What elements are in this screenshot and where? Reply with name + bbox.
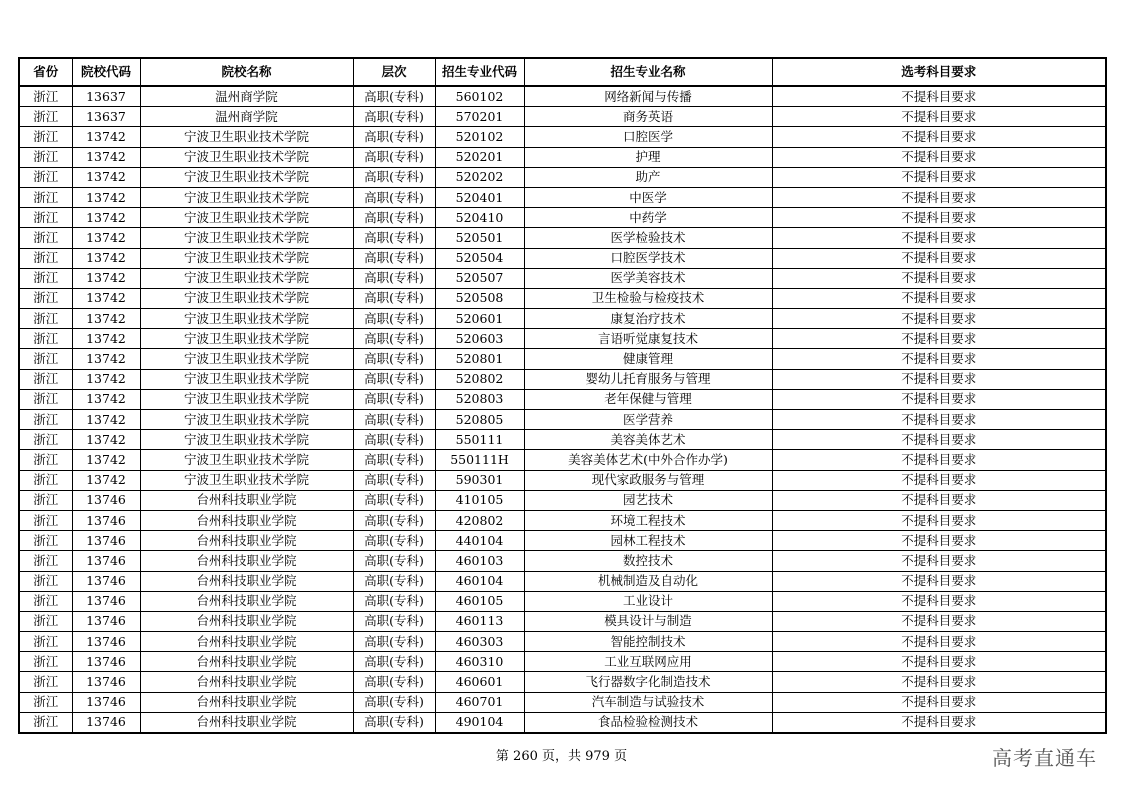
cell-province: 浙江 — [19, 389, 72, 409]
cell-major-code: 550111H — [435, 450, 524, 470]
cell-level: 高职(专科) — [353, 712, 435, 733]
cell-major-code: 520601 — [435, 309, 524, 329]
cell-subject-requirement: 不提科目要求 — [772, 167, 1106, 187]
cell-province: 浙江 — [19, 551, 72, 571]
table-row — [19, 410, 1106, 430]
cell-subject-requirement: 不提科目要求 — [772, 531, 1106, 551]
table-row — [19, 632, 1106, 652]
cell-subject-requirement: 不提科目要求 — [772, 228, 1106, 248]
cell-school-name: 宁波卫生职业技术学院 — [140, 410, 353, 430]
cell-province: 浙江 — [19, 349, 72, 369]
cell-major-code: 460310 — [435, 652, 524, 672]
cell-major-name: 中医学 — [524, 187, 772, 207]
cell-province: 浙江 — [19, 147, 72, 167]
cell-level: 高职(专科) — [353, 268, 435, 288]
table-row — [19, 490, 1106, 510]
cell-subject-requirement: 不提科目要求 — [772, 389, 1106, 409]
cell-level: 高职(专科) — [353, 450, 435, 470]
cell-major-name: 智能控制技术 — [524, 632, 772, 652]
cell-major-name: 护理 — [524, 147, 772, 167]
cell-school-code: 13742 — [72, 167, 140, 187]
cell-province: 浙江 — [19, 288, 72, 308]
cell-major-name: 医学美容技术 — [524, 268, 772, 288]
cell-major-name: 口腔医学技术 — [524, 248, 772, 268]
cell-level: 高职(专科) — [353, 127, 435, 147]
cell-major-name: 食品检验检测技术 — [524, 712, 772, 733]
cell-major-name: 健康管理 — [524, 349, 772, 369]
cell-school-name: 温州商学院 — [140, 107, 353, 127]
cell-subject-requirement: 不提科目要求 — [772, 450, 1106, 470]
cell-school-code: 13746 — [72, 490, 140, 510]
cell-school-code: 13742 — [72, 430, 140, 450]
cell-level: 高职(专科) — [353, 430, 435, 450]
table-row — [19, 470, 1106, 490]
cell-major-code: 560102 — [435, 86, 524, 107]
cell-province: 浙江 — [19, 268, 72, 288]
header-subject-requirement: 选考科目要求 — [772, 58, 1106, 86]
cell-level: 高职(专科) — [353, 288, 435, 308]
cell-subject-requirement: 不提科目要求 — [772, 107, 1106, 127]
cell-school-name: 台州科技职业学院 — [140, 531, 353, 551]
cell-subject-requirement: 不提科目要求 — [772, 490, 1106, 510]
table-row — [19, 652, 1106, 672]
cell-school-name: 台州科技职业学院 — [140, 712, 353, 733]
cell-school-code: 13742 — [72, 470, 140, 490]
cell-school-name: 宁波卫生职业技术学院 — [140, 228, 353, 248]
cell-subject-requirement: 不提科目要求 — [772, 86, 1106, 107]
cell-school-code: 13742 — [72, 228, 140, 248]
cell-province: 浙江 — [19, 167, 72, 187]
cell-school-code: 13742 — [72, 147, 140, 167]
table-row — [19, 127, 1106, 147]
cell-major-name: 网络新闻与传播 — [524, 86, 772, 107]
cell-major-code: 520102 — [435, 127, 524, 147]
table-row — [19, 228, 1106, 248]
header-province: 省份 — [19, 58, 72, 86]
cell-province: 浙江 — [19, 591, 72, 611]
table-row — [19, 531, 1106, 551]
cell-major-code: 590301 — [435, 470, 524, 490]
cell-subject-requirement: 不提科目要求 — [772, 470, 1106, 490]
cell-major-name: 康复治疗技术 — [524, 309, 772, 329]
table-row — [19, 208, 1106, 228]
table-row — [19, 288, 1106, 308]
cell-major-name: 园艺技术 — [524, 490, 772, 510]
cell-subject-requirement: 不提科目要求 — [772, 187, 1106, 207]
cell-major-name: 数控技术 — [524, 551, 772, 571]
cell-subject-requirement: 不提科目要求 — [772, 208, 1106, 228]
cell-subject-requirement: 不提科目要求 — [772, 349, 1106, 369]
cell-subject-requirement: 不提科目要求 — [772, 510, 1106, 530]
cell-major-code: 460701 — [435, 692, 524, 712]
cell-subject-requirement: 不提科目要求 — [772, 712, 1106, 733]
table-row — [19, 591, 1106, 611]
cell-province: 浙江 — [19, 712, 72, 733]
cell-province: 浙江 — [19, 309, 72, 329]
cell-province: 浙江 — [19, 510, 72, 530]
table-row — [19, 268, 1106, 288]
admissions-table — [18, 57, 1107, 734]
table-row — [19, 107, 1106, 127]
cell-level: 高职(专科) — [353, 672, 435, 692]
cell-province: 浙江 — [19, 652, 72, 672]
cell-level: 高职(专科) — [353, 551, 435, 571]
cell-school-name: 宁波卫生职业技术学院 — [140, 127, 353, 147]
cell-major-code: 460601 — [435, 672, 524, 692]
cell-school-code: 13742 — [72, 329, 140, 349]
cell-province: 浙江 — [19, 490, 72, 510]
cell-school-code: 13637 — [72, 86, 140, 107]
cell-school-name: 宁波卫生职业技术学院 — [140, 450, 353, 470]
cell-subject-requirement: 不提科目要求 — [772, 369, 1106, 389]
cell-major-code: 520202 — [435, 167, 524, 187]
cell-major-code: 440104 — [435, 531, 524, 551]
cell-level: 高职(专科) — [353, 248, 435, 268]
cell-level: 高职(专科) — [353, 490, 435, 510]
cell-major-name: 口腔医学 — [524, 127, 772, 147]
cell-province: 浙江 — [19, 248, 72, 268]
cell-province: 浙江 — [19, 208, 72, 228]
page-number: 第 260 页，共 979 页 — [495, 749, 628, 764]
cell-major-code: 520410 — [435, 208, 524, 228]
cell-school-name: 温州商学院 — [140, 86, 353, 107]
cell-major-code: 520507 — [435, 268, 524, 288]
cell-level: 高职(专科) — [353, 309, 435, 329]
cell-level: 高职(专科) — [353, 208, 435, 228]
cell-school-code: 13742 — [72, 288, 140, 308]
cell-major-name: 汽车制造与试验技术 — [524, 692, 772, 712]
cell-level: 高职(专科) — [353, 349, 435, 369]
cell-school-name: 台州科技职业学院 — [140, 652, 353, 672]
cell-school-name: 宁波卫生职业技术学院 — [140, 430, 353, 450]
cell-major-code: 570201 — [435, 107, 524, 127]
cell-province: 浙江 — [19, 531, 72, 551]
cell-province: 浙江 — [19, 611, 72, 631]
cell-subject-requirement: 不提科目要求 — [772, 692, 1106, 712]
cell-major-code: 520803 — [435, 389, 524, 409]
table-row — [19, 510, 1106, 530]
cell-province: 浙江 — [19, 672, 72, 692]
cell-school-name: 台州科技职业学院 — [140, 672, 353, 692]
cell-major-name: 美容美体艺术 — [524, 430, 772, 450]
cell-major-name: 言语听觉康复技术 — [524, 329, 772, 349]
table-row — [19, 571, 1106, 591]
watermark-logo-text: 高考直通车 — [992, 746, 1097, 770]
table-row — [19, 389, 1106, 409]
cell-major-name: 美容美体艺术(中外合作办学) — [524, 450, 772, 470]
table-row — [19, 611, 1106, 631]
cell-level: 高职(专科) — [353, 147, 435, 167]
cell-major-name: 助产 — [524, 167, 772, 187]
cell-school-name: 台州科技职业学院 — [140, 591, 353, 611]
cell-subject-requirement: 不提科目要求 — [772, 329, 1106, 349]
cell-school-name: 宁波卫生职业技术学院 — [140, 369, 353, 389]
cell-school-name: 宁波卫生职业技术学院 — [140, 167, 353, 187]
cell-major-code: 520802 — [435, 369, 524, 389]
cell-school-code: 13746 — [72, 510, 140, 530]
cell-school-name: 宁波卫生职业技术学院 — [140, 268, 353, 288]
cell-school-code: 13746 — [72, 712, 140, 733]
cell-province: 浙江 — [19, 450, 72, 470]
cell-level: 高职(专科) — [353, 167, 435, 187]
cell-school-name: 宁波卫生职业技术学院 — [140, 208, 353, 228]
cell-major-code: 460103 — [435, 551, 524, 571]
cell-school-name: 宁波卫生职业技术学院 — [140, 470, 353, 490]
header-major-code: 招生专业代码 — [435, 58, 524, 86]
cell-major-name: 环境工程技术 — [524, 510, 772, 530]
cell-level: 高职(专科) — [353, 389, 435, 409]
cell-major-name: 机械制造及自动化 — [524, 571, 772, 591]
cell-major-code: 520508 — [435, 288, 524, 308]
cell-school-name: 台州科技职业学院 — [140, 692, 353, 712]
cell-school-name: 宁波卫生职业技术学院 — [140, 349, 353, 369]
cell-school-name: 宁波卫生职业技术学院 — [140, 147, 353, 167]
cell-major-code: 520401 — [435, 187, 524, 207]
cell-subject-requirement: 不提科目要求 — [772, 288, 1106, 308]
cell-school-code: 13637 — [72, 107, 140, 127]
cell-level: 高职(专科) — [353, 531, 435, 551]
cell-major-code: 490104 — [435, 712, 524, 733]
table-row — [19, 329, 1106, 349]
cell-school-name: 宁波卫生职业技术学院 — [140, 288, 353, 308]
cell-province: 浙江 — [19, 632, 72, 652]
cell-major-name: 工业互联网应用 — [524, 652, 772, 672]
cell-province: 浙江 — [19, 187, 72, 207]
cell-school-name: 宁波卫生职业技术学院 — [140, 248, 353, 268]
cell-subject-requirement: 不提科目要求 — [772, 147, 1106, 167]
cell-level: 高职(专科) — [353, 571, 435, 591]
cell-major-code: 520201 — [435, 147, 524, 167]
table-row — [19, 86, 1106, 107]
cell-province: 浙江 — [19, 127, 72, 147]
cell-subject-requirement: 不提科目要求 — [772, 430, 1106, 450]
cell-school-name: 宁波卫生职业技术学院 — [140, 187, 353, 207]
cell-school-code: 13746 — [72, 672, 140, 692]
cell-school-name: 台州科技职业学院 — [140, 571, 353, 591]
cell-school-code: 13742 — [72, 268, 140, 288]
cell-level: 高职(专科) — [353, 410, 435, 430]
cell-level: 高职(专科) — [353, 611, 435, 631]
table-row — [19, 712, 1106, 733]
cell-school-name: 台州科技职业学院 — [140, 551, 353, 571]
cell-school-code: 13746 — [72, 571, 140, 591]
cell-major-name: 中药学 — [524, 208, 772, 228]
cell-major-name: 医学检验技术 — [524, 228, 772, 248]
cell-province: 浙江 — [19, 107, 72, 127]
header-school-name: 院校名称 — [140, 58, 353, 86]
cell-major-name: 婴幼儿托育服务与管理 — [524, 369, 772, 389]
cell-subject-requirement: 不提科目要求 — [772, 571, 1106, 591]
cell-subject-requirement: 不提科目要求 — [772, 248, 1106, 268]
table-row — [19, 450, 1106, 470]
cell-school-code: 13742 — [72, 410, 140, 430]
cell-school-name: 宁波卫生职业技术学院 — [140, 389, 353, 409]
cell-major-name: 卫生检验与检疫技术 — [524, 288, 772, 308]
cell-subject-requirement: 不提科目要求 — [772, 611, 1106, 631]
cell-major-code: 460104 — [435, 571, 524, 591]
cell-level: 高职(专科) — [353, 692, 435, 712]
cell-province: 浙江 — [19, 410, 72, 430]
table-row — [19, 187, 1106, 207]
cell-major-code: 520501 — [435, 228, 524, 248]
table-row — [19, 551, 1106, 571]
cell-school-name: 台州科技职业学院 — [140, 632, 353, 652]
cell-major-code: 460113 — [435, 611, 524, 631]
cell-subject-requirement: 不提科目要求 — [772, 632, 1106, 652]
cell-school-code: 13742 — [72, 187, 140, 207]
table-row — [19, 672, 1106, 692]
cell-level: 高职(专科) — [353, 591, 435, 611]
cell-school-name: 宁波卫生职业技术学院 — [140, 329, 353, 349]
cell-school-code: 13746 — [72, 591, 140, 611]
cell-major-code: 550111 — [435, 430, 524, 450]
table-row — [19, 430, 1106, 450]
cell-school-code: 13742 — [72, 450, 140, 470]
cell-school-code: 13746 — [72, 611, 140, 631]
table-row — [19, 349, 1106, 369]
cell-province: 浙江 — [19, 470, 72, 490]
cell-school-code: 13742 — [72, 208, 140, 228]
cell-province: 浙江 — [19, 329, 72, 349]
cell-subject-requirement: 不提科目要求 — [772, 652, 1106, 672]
table-row — [19, 309, 1106, 329]
header-major-name: 招生专业名称 — [524, 58, 772, 86]
cell-subject-requirement: 不提科目要求 — [772, 309, 1106, 329]
cell-school-name: 台州科技职业学院 — [140, 611, 353, 631]
cell-school-name: 宁波卫生职业技术学院 — [140, 309, 353, 329]
cell-major-code: 460303 — [435, 632, 524, 652]
cell-province: 浙江 — [19, 369, 72, 389]
cell-school-name: 台州科技职业学院 — [140, 510, 353, 530]
cell-school-code: 13746 — [72, 652, 140, 672]
cell-level: 高职(专科) — [353, 228, 435, 248]
cell-school-code: 13742 — [72, 127, 140, 147]
cell-school-code: 13742 — [72, 389, 140, 409]
cell-subject-requirement: 不提科目要求 — [772, 410, 1106, 430]
cell-province: 浙江 — [19, 571, 72, 591]
cell-major-name: 飞行器数字化制造技术 — [524, 672, 772, 692]
cell-school-code: 13742 — [72, 349, 140, 369]
cell-major-name: 医学营养 — [524, 410, 772, 430]
cell-major-code: 520805 — [435, 410, 524, 430]
cell-major-name: 商务英语 — [524, 107, 772, 127]
cell-level: 高职(专科) — [353, 107, 435, 127]
cell-major-code: 460105 — [435, 591, 524, 611]
cell-major-code: 520504 — [435, 248, 524, 268]
cell-level: 高职(专科) — [353, 632, 435, 652]
cell-subject-requirement: 不提科目要求 — [772, 127, 1106, 147]
cell-school-code: 13742 — [72, 248, 140, 268]
table-row — [19, 692, 1106, 712]
cell-level: 高职(专科) — [353, 187, 435, 207]
cell-level: 高职(专科) — [353, 470, 435, 490]
table-header-row — [19, 58, 1106, 86]
cell-level: 高职(专科) — [353, 369, 435, 389]
table-body — [19, 86, 1106, 733]
cell-province: 浙江 — [19, 430, 72, 450]
cell-school-name: 台州科技职业学院 — [140, 490, 353, 510]
table-row — [19, 167, 1106, 187]
cell-level: 高职(专科) — [353, 86, 435, 107]
cell-subject-requirement: 不提科目要求 — [772, 551, 1106, 571]
cell-major-code: 520801 — [435, 349, 524, 369]
cell-major-code: 420802 — [435, 510, 524, 530]
cell-province: 浙江 — [19, 86, 72, 107]
cell-school-code: 13746 — [72, 632, 140, 652]
cell-major-code: 410105 — [435, 490, 524, 510]
cell-major-name: 工业设计 — [524, 591, 772, 611]
table-row — [19, 369, 1106, 389]
cell-school-code: 13742 — [72, 369, 140, 389]
cell-province: 浙江 — [19, 692, 72, 712]
cell-major-code: 520603 — [435, 329, 524, 349]
cell-school-code: 13746 — [72, 531, 140, 551]
cell-major-name: 模具设计与制造 — [524, 611, 772, 631]
cell-subject-requirement: 不提科目要求 — [772, 591, 1106, 611]
table-row — [19, 248, 1106, 268]
cell-level: 高职(专科) — [353, 329, 435, 349]
cell-subject-requirement: 不提科目要求 — [772, 268, 1106, 288]
cell-school-code: 13746 — [72, 551, 140, 571]
cell-province: 浙江 — [19, 228, 72, 248]
cell-level: 高职(专科) — [353, 510, 435, 530]
table-row — [19, 147, 1106, 167]
cell-school-code: 13746 — [72, 692, 140, 712]
cell-major-name: 园林工程技术 — [524, 531, 772, 551]
cell-major-name: 现代家政服务与管理 — [524, 470, 772, 490]
header-school-code: 院校代码 — [72, 58, 140, 86]
cell-school-code: 13742 — [72, 309, 140, 329]
cell-subject-requirement: 不提科目要求 — [772, 672, 1106, 692]
header-level: 层次 — [353, 58, 435, 86]
cell-major-name: 老年保健与管理 — [524, 389, 772, 409]
cell-level: 高职(专科) — [353, 652, 435, 672]
